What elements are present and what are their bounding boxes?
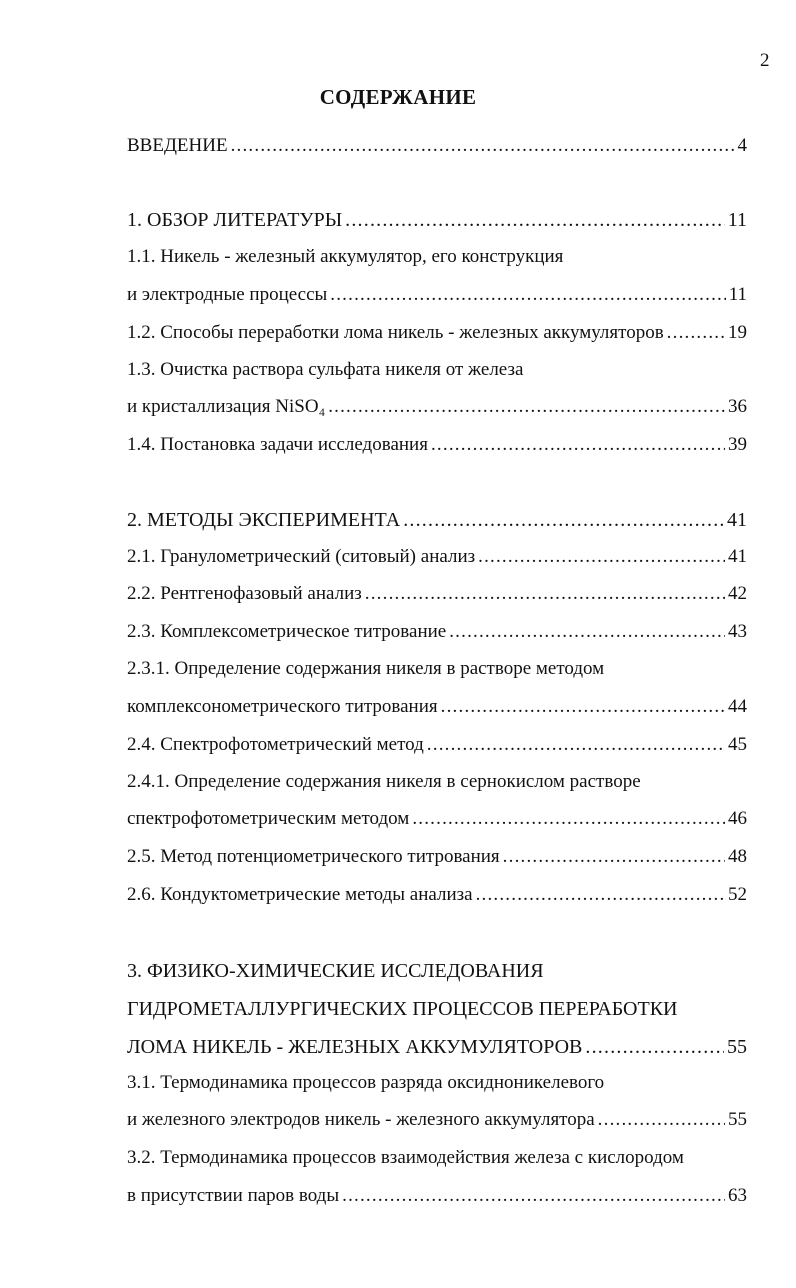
toc-entry xyxy=(127,619,747,645)
toc-entry-text: ГИДРОМЕТАЛЛУРГИЧЕСКИХ ПРОЦЕССОВ ПЕРЕРАБОТКИ xyxy=(127,998,678,1020)
toc-leader-dots xyxy=(441,694,725,720)
toc-entry-page: 4 xyxy=(737,135,747,156)
toc-entry-text: 3.2. Термодинамика процессов взаимодействия железа с кислородом xyxy=(127,1147,684,1168)
toc-entry-page: 55 xyxy=(728,1109,747,1130)
toc-entry-page: 11 xyxy=(728,284,747,305)
toc-leader-dots xyxy=(476,882,725,908)
toc-entry xyxy=(127,656,604,682)
toc-entry-text: 2.4. Спектрофотометрический метод xyxy=(127,734,424,755)
toc-entry-text: 2.2. Рентгенофазовый анализ xyxy=(127,583,362,604)
toc-entry xyxy=(127,544,747,570)
toc-entry-text: 2.3. Комплексометрическое титрование xyxy=(127,621,447,642)
toc-entry-text: 2.5. Метод потенциометрического титрования xyxy=(127,846,500,867)
toc-entry-text: 1.3. Очистка раствора сульфата никеля от железа xyxy=(127,359,524,380)
toc-entry-text: 1.4. Постановка задачи исследования xyxy=(127,434,428,455)
toc-entry-text: ЛОМА НИКЕЛЬ - ЖЕЛЕЗНЫХ АККУМУЛЯТОРОВ xyxy=(127,1036,583,1058)
toc-leader-dots xyxy=(231,133,735,159)
toc-entry-page: 43 xyxy=(728,621,747,642)
page-title: СОДЕРЖАНИЕ xyxy=(319,85,477,109)
toc-leader-dots xyxy=(598,1107,725,1133)
toc-entry-page: 11 xyxy=(727,209,747,231)
toc-entry-text: в присутствии паров воды xyxy=(127,1185,340,1206)
toc-entry-text: комплексонометрического титрования xyxy=(127,696,438,717)
toc-entry xyxy=(127,133,747,159)
toc-entry-page: 55 xyxy=(727,1036,747,1058)
toc-entry xyxy=(127,1070,604,1096)
toc-entry-page: 44 xyxy=(728,696,747,717)
toc-entry-page: 52 xyxy=(728,884,747,905)
toc-entry-page: 36 xyxy=(728,396,747,417)
toc-entry-text: 1.1. Никель - железный аккумулятор, его конструкция xyxy=(127,246,564,267)
toc-entry xyxy=(127,1034,747,1060)
toc-entry-text: ВВЕДЕНИЕ xyxy=(127,135,228,156)
toc-leader-dots xyxy=(412,806,725,832)
toc-entry-text: 1.2. Способы переработки лома никель - железных аккумуляторов xyxy=(127,322,664,343)
toc-leader-dots xyxy=(403,507,724,533)
toc-entry-text: 2.6. Кондуктометрические методы анализа xyxy=(127,884,473,905)
toc-entry-text: и кристаллизация NiSO₄ xyxy=(127,396,326,417)
toc-leader-dots xyxy=(449,619,725,645)
toc-entry xyxy=(127,1107,747,1133)
toc-leader-dots xyxy=(667,320,725,346)
toc-entry-text: 2.3.1. Определение содержания никеля в растворе методом xyxy=(127,658,605,679)
toc-entry xyxy=(127,1145,684,1171)
toc-entry xyxy=(127,207,747,233)
toc-entry xyxy=(127,732,747,758)
toc-leader-dots xyxy=(427,732,725,758)
toc-entry-page: 41 xyxy=(728,546,747,567)
toc-entry xyxy=(127,806,747,832)
toc-leader-dots xyxy=(328,394,725,420)
toc-entry-page: 63 xyxy=(728,1185,747,1206)
toc-leader-dots xyxy=(503,844,725,870)
toc-entry-page: 41 xyxy=(727,509,747,531)
toc-entry xyxy=(127,769,641,795)
toc-entry-text: 2. МЕТОДЫ ЭКСПЕРИМЕНТА xyxy=(127,509,401,531)
toc-leader-dots xyxy=(365,581,725,607)
toc-entry xyxy=(127,357,523,383)
toc-entry xyxy=(127,882,747,908)
toc-entry-text: и электродные процессы xyxy=(127,284,328,305)
toc-entry xyxy=(127,394,747,420)
toc-entry-page: 48 xyxy=(728,846,747,867)
toc-entry xyxy=(127,844,747,870)
page-number: 2 xyxy=(760,50,770,71)
toc-entry-text: спектрофотометрическим методом xyxy=(127,808,410,829)
toc-entry xyxy=(127,244,563,270)
toc-entry xyxy=(127,432,747,458)
toc-entry xyxy=(127,958,544,984)
toc-entry-page: 39 xyxy=(728,434,747,455)
toc-leader-dots xyxy=(330,282,725,308)
toc-entry xyxy=(127,996,678,1022)
toc-leader-dots xyxy=(585,1034,724,1060)
toc-entry-page: 46 xyxy=(728,808,747,829)
toc-entry xyxy=(127,507,747,533)
toc-entry xyxy=(127,320,747,346)
toc-leader-dots xyxy=(431,432,725,458)
toc-entry xyxy=(127,581,747,607)
toc-leader-dots xyxy=(345,207,725,233)
toc-entry xyxy=(127,694,747,720)
toc-entry xyxy=(127,1183,747,1209)
toc-leader-dots xyxy=(478,544,725,570)
toc-entry-text: 1. ОБЗОР ЛИТЕРАТУРЫ xyxy=(127,209,343,231)
toc-entry-page: 45 xyxy=(728,734,747,755)
toc-entry-page: 19 xyxy=(728,322,747,343)
toc-entry-text: 2.1. Гранулометрический (ситовый) анализ xyxy=(127,546,476,567)
toc-entry-text: и железного электродов никель - железного аккумулятора xyxy=(127,1109,595,1130)
toc-entry-text: 2.4.1. Определение содержания никеля в сернокислом растворе xyxy=(127,771,641,792)
toc-entry-page: 42 xyxy=(728,583,747,604)
toc-entry-text: 3.1. Термодинамика процессов разряда оксидноникелевого xyxy=(127,1072,605,1093)
toc-leader-dots xyxy=(342,1183,725,1209)
toc-entry-text: 3. ФИЗИКО-ХИМИЧЕСКИЕ ИССЛЕДОВАНИЯ xyxy=(127,960,544,982)
toc-entry xyxy=(127,282,747,308)
